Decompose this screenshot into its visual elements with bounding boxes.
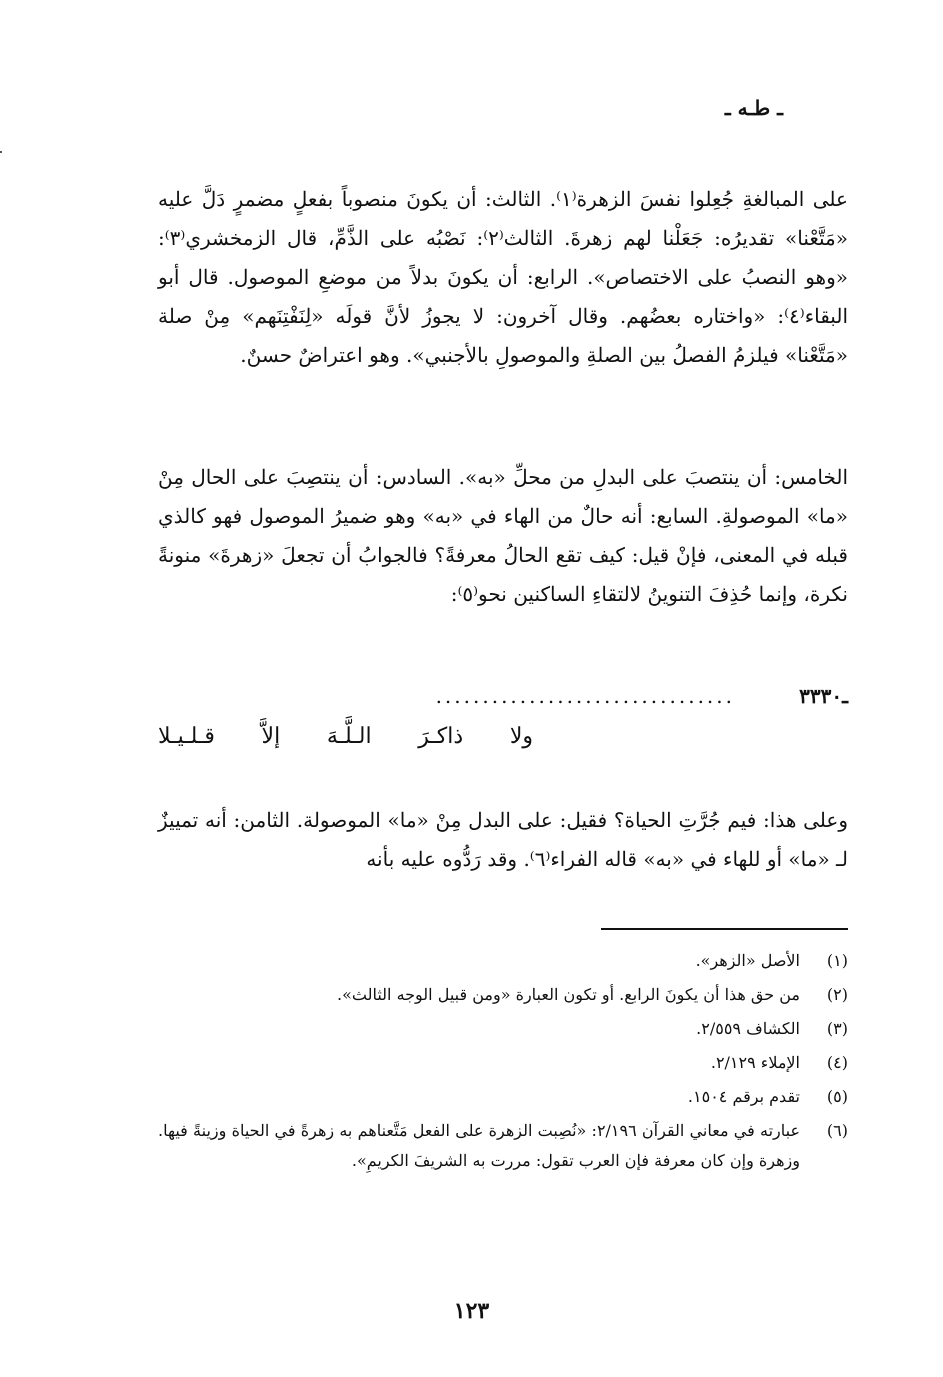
page-number: ١٢٣ — [453, 1298, 490, 1324]
footnote-number: (٥) — [826, 1087, 848, 1106]
footnote-number: (٦) — [826, 1121, 848, 1140]
scan-speck — [0, 151, 2, 153]
footnote-text: الأصل «الزهر». — [695, 951, 800, 970]
footnote-text: تقدم برقم ١٥٠٤. — [687, 1087, 800, 1106]
footnote-text: من حق هذا أن يكونَ الرابع. أو تكون العبارة «ومن قبيل الوجه الثالث». — [337, 985, 800, 1004]
verse-number: ـ٣٣٣٠ — [799, 684, 848, 708]
footnote-1 — [158, 946, 848, 976]
footnote-number: (٢) — [826, 985, 848, 1004]
footnotes — [158, 946, 848, 1180]
footnote-4 — [158, 1048, 848, 1078]
footnote-number: (١) — [826, 951, 848, 970]
running-header: ـ طـه ـ — [724, 96, 783, 120]
footnote-text: الإملاء ٢/١٢٩. — [710, 1053, 800, 1072]
verse-dotted-line: ................................ — [435, 684, 735, 708]
footnote-text: الكشاف ٢/٥٥٩. — [696, 1019, 800, 1038]
footnote-5 — [158, 1082, 848, 1112]
body-paragraph-2: الخامس: أن ينتصبَ على البدلِ من محلِّ «به». السادس: أن ينتصِبَ على الحال مِنْ «ما» الموصولةِ. السابع: أنه حالٌ من الهاء في «به» وهو ضميرُ الموصول فهو كالذي قبله في المعنى، فإنْ قيل: كيف تقع الحالُ معرفةً؟ فالجوابُ أن تجعلَ «زهرةَ» منونةً نكرة، وإنما حُذِفَ التنوينُ لالتقاءِ الساكنين نحو⁽٥⁾: — [158, 465, 848, 606]
footnote-3 — [158, 1014, 848, 1044]
footnote-number: (٣) — [826, 1019, 848, 1038]
verse-line: ولا ذاكـرَ الـلَّـهَ إلاَّ قـلـيـلا — [158, 724, 533, 749]
footnote-2 — [158, 980, 848, 1010]
footnote-number: (٤) — [826, 1053, 848, 1072]
body-paragraph-1: على المبالغةِ جُعِلوا نفسَ الزهرة⁽١⁾. الثالث: أن يكونَ منصوباً بفعلٍ مضمرٍ دَلَّ عليه «مَتَّعْنا» تقديرُه: جَعَلْنا لهم زهرةَ. الثالث⁽٢⁾: نَصْبُه على الذَّمِّ، قال الزمخشري⁽٣⁾: «وهو النصبُ على الاختصاص». الرابع: أن يكونَ بدلاً من موضعِ الموصول. قال أبو البقاء⁽٤⁾: «واختاره بعضُهم. وقال آخرون: لا يجوزُ لأنَّ قولَه «لِنَفْتِنَهم» مِنْ صلة «مَتَّعْنا» فيلزمُ الفصلُ بين الصلةِ والموصولِ بالأجنبي». وهو اعتراضٌ حسنٌ. — [158, 187, 848, 367]
footnote-text: عبارته في معاني القرآن ٢/١٩٦: «نُصِبت الزهرة على الفعل مَتَّعناهم به زهرةً في الحياة وزينةً فيها. وزهرة وإن كان معرفة فإن العرب تقول: مررت به الشريفَ الكريمِ». — [158, 1121, 800, 1170]
footnote-separator — [601, 928, 848, 930]
footnote-6 — [158, 1116, 848, 1176]
body-paragraph-3: وعلى هذا: فيم جُرَّتِ الحياة؟ فقيل: على البدل مِنْ «ما» الموصولة. الثامن: أنه تمييزٌ لـ «ما» أو للهاء في «به» قاله الفراء⁽٦⁾. وقد رَدُّوه عليه بأنه — [158, 808, 848, 871]
